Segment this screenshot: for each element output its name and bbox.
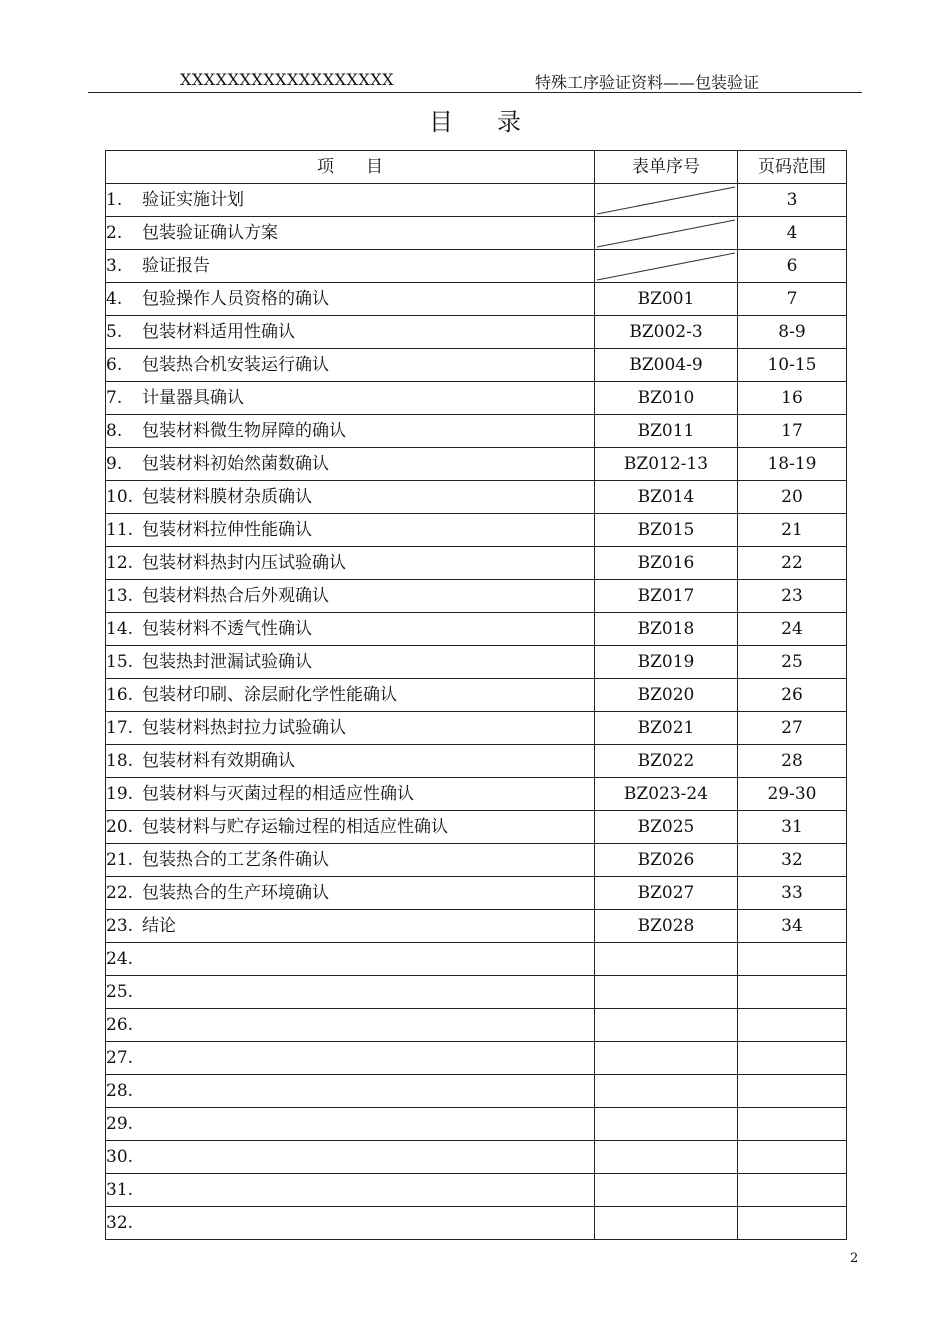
toc-form-number [595,976,738,1009]
toc-item-number: 1. [106,190,123,210]
toc-form-number: BZ014 [595,481,738,514]
toc-item-number: 11. [106,520,134,540]
toc-item-cell [106,1174,595,1207]
toc-row [106,811,847,844]
toc-item-label: 包装材料微生物屏障的确认 [142,421,346,441]
toc-form-number: BZ016 [595,547,738,580]
toc-title: 目录 [429,108,565,136]
toc-item-cell [106,547,595,580]
toc-item-label: 包装材料与贮存运输过程的相适应性确认 [142,817,448,837]
toc-page-range: 22 [738,547,847,580]
diagonal-strike [595,184,737,216]
toc-item-number: 13. [106,586,134,606]
toc-item-number: 10. [106,487,134,507]
toc-item-number: 21. [106,850,134,870]
toc-form-number: BZ022 [595,745,738,778]
toc-item-label: 计量器具确认 [142,388,244,408]
toc-item-cell [106,646,595,679]
toc-page-range [738,1075,847,1108]
toc-form-number [595,943,738,976]
toc-item-cell [106,283,595,316]
toc-form-number: BZ011 [595,415,738,448]
toc-item-cell [106,943,595,976]
toc-form-number: BZ026 [595,844,738,877]
toc-item-number: 27. [106,1048,134,1068]
diagonal-line [597,220,735,247]
diagonal-strike [595,217,737,249]
toc-page-range: 18-19 [738,448,847,481]
toc-item-label: 包装验证确认方案 [142,223,278,243]
toc-item-cell [106,580,595,613]
toc-page-range: 31 [738,811,847,844]
toc-item-cell [106,415,595,448]
toc-item-cell [106,844,595,877]
toc-row [106,910,847,943]
toc-item-label: 包验操作人员资格的确认 [142,289,329,309]
toc-form-number: BZ015 [595,514,738,547]
toc-item-cell [106,250,595,283]
toc-form-number [595,1108,738,1141]
toc-item-cell [106,217,595,250]
toc-item-label: 包装材料膜材杂质确认 [142,487,312,507]
toc-item-label: 包装材料不透气性确认 [142,619,312,639]
toc-form-number: BZ017 [595,580,738,613]
toc-form-number [595,1174,738,1207]
toc-row [106,481,847,514]
toc-item-number: 18. [106,751,134,771]
toc-row [106,943,847,976]
toc-header-row [106,151,847,184]
toc-row [106,1141,847,1174]
toc-form-number: BZ027 [595,877,738,910]
toc-form-number [595,1207,738,1240]
toc-form-number: BZ004-9 [595,349,738,382]
toc-row [106,1207,847,1240]
diagonal-line [597,253,735,280]
toc-item-label: 包装材料热封内压试验确认 [142,553,346,573]
toc-page-range: 6 [738,250,847,283]
toc-page-range [738,1042,847,1075]
diagonal-strike [595,250,737,282]
toc-item-number: 12. [106,553,134,573]
toc-item-cell [106,448,595,481]
toc-item-number: 31. [106,1180,134,1200]
toc-row [106,679,847,712]
toc-row [106,613,847,646]
toc-row [106,349,847,382]
toc-page-range: 32 [738,844,847,877]
toc-item-number: 28. [106,1081,134,1101]
toc-row [106,1174,847,1207]
toc-page-range: 27 [738,712,847,745]
toc-item-number: 25. [106,982,134,1002]
toc-item-cell [106,613,595,646]
toc-row [106,547,847,580]
toc-form-number: BZ020 [595,679,738,712]
toc-row [106,580,847,613]
toc-item-cell [106,514,595,547]
toc-row [106,745,847,778]
toc-row [106,1075,847,1108]
toc-page-range [738,1141,847,1174]
toc-item-label: 验证报告 [142,256,210,276]
header-company: XXXXXXXXXXXXXXXXXX [180,70,395,89]
toc-page-range: 25 [738,646,847,679]
toc-page-range: 20 [738,481,847,514]
toc-form-number [595,1141,738,1174]
toc-page-range: 17 [738,415,847,448]
col-header-pages: 页码范围 [738,151,847,184]
toc-item-number: 9. [106,454,123,474]
toc-item-cell [106,1207,595,1240]
toc-form-number-na [595,184,738,217]
toc-page-range: 33 [738,877,847,910]
toc-row [106,1108,847,1141]
toc-row [106,712,847,745]
toc-row [106,283,847,316]
toc-table [105,150,847,1240]
toc-item-number: 14. [106,619,134,639]
toc-item-number: 17. [106,718,134,738]
toc-item-number: 3. [106,256,123,276]
toc-form-number: BZ023-24 [595,778,738,811]
toc-item-label: 包装材料热合后外观确认 [142,586,329,606]
toc-form-number: BZ028 [595,910,738,943]
toc-form-number: BZ021 [595,712,738,745]
toc-item-cell [106,910,595,943]
toc-item-cell [106,349,595,382]
toc-item-cell [106,712,595,745]
toc-item-label: 包装材印刷、涂层耐化学性能确认 [142,685,397,705]
toc-page-range: 23 [738,580,847,613]
toc-row [106,877,847,910]
toc-row [106,316,847,349]
toc-item-cell [106,1108,595,1141]
toc-form-number: BZ001 [595,283,738,316]
toc-form-number [595,1075,738,1108]
toc-form-number: BZ010 [595,382,738,415]
toc-form-number [595,1042,738,1075]
col-header-form-no: 表单序号 [595,151,738,184]
toc-row [106,778,847,811]
toc-item-cell [106,382,595,415]
toc-page-range: 26 [738,679,847,712]
toc-item-number: 20. [106,817,134,837]
toc-item-cell [106,778,595,811]
diagonal-line [597,187,735,214]
toc-row [106,448,847,481]
toc-form-number: BZ025 [595,811,738,844]
toc-item-label: 包装材料拉伸性能确认 [142,520,312,540]
toc-item-cell [106,481,595,514]
toc-form-number: BZ018 [595,613,738,646]
toc-item-cell [106,811,595,844]
toc-item-cell [106,1075,595,1108]
toc-item-cell [106,877,595,910]
toc-item-cell [106,1141,595,1174]
toc-page-range [738,943,847,976]
toc-item-cell [106,316,595,349]
toc-page-range: 16 [738,382,847,415]
toc-item-label: 包装热合的生产环境确认 [142,883,329,903]
toc-item-number: 8. [106,421,123,441]
toc-item-cell [106,184,595,217]
toc-page-range [738,1174,847,1207]
toc-page-range [738,1207,847,1240]
toc-item-number: 19. [106,784,134,804]
toc-item-cell [106,745,595,778]
toc-row [106,184,847,217]
toc-item-label: 包装热合机安装运行确认 [142,355,329,375]
toc-item-number: 24. [106,949,134,969]
toc-form-number [595,1009,738,1042]
toc-item-label: 包装热封泄漏试验确认 [142,652,312,672]
toc-page-range: 7 [738,283,847,316]
toc-item-label: 包装材料适用性确认 [142,322,295,342]
toc-item-cell [106,679,595,712]
toc-page-range: 29-30 [738,778,847,811]
toc-item-number: 5. [106,322,123,342]
toc-page-range: 4 [738,217,847,250]
toc-item-number: 26. [106,1015,134,1035]
toc-row [106,217,847,250]
toc-item-label: 包装材料与灭菌过程的相适应性确认 [142,784,414,804]
toc-row [106,1042,847,1075]
toc-form-number: BZ002-3 [595,316,738,349]
toc-item-number: 30. [106,1147,134,1167]
toc-item-number: 2. [106,223,123,243]
toc-body [106,184,847,1240]
toc-page-range [738,976,847,1009]
toc-item-number: 23. [106,916,134,936]
toc-row [106,844,847,877]
toc-item-number: 16. [106,685,134,705]
toc-item-number: 29. [106,1114,134,1134]
toc-page-range: 24 [738,613,847,646]
toc-page-range: 21 [738,514,847,547]
toc-item-label: 包装材料热封拉力试验确认 [142,718,346,738]
toc-page-range: 28 [738,745,847,778]
toc-item-number: 22. [106,883,134,903]
toc-item-label: 验证实施计划 [142,190,244,210]
toc-item-label: 包装材料有效期确认 [142,751,295,771]
toc-form-number-na [595,250,738,283]
toc-item-label: 结论 [142,916,176,936]
toc-form-number-na [595,217,738,250]
header-document-title: 特殊工序验证资料——包装验证 [535,73,760,92]
col-header-item: 项目 [106,151,595,184]
toc-row [106,976,847,1009]
toc-page-range: 8-9 [738,316,847,349]
toc-item-label: 包装热合的工艺条件确认 [142,850,329,870]
toc-row [106,415,847,448]
toc-page-range [738,1009,847,1042]
toc-form-number: BZ012-13 [595,448,738,481]
page-number: 2 [850,1251,859,1266]
toc-item-number: 6. [106,355,123,375]
toc-page-range: 3 [738,184,847,217]
toc-item-number: 15. [106,652,134,672]
toc-row [106,646,847,679]
toc-row [106,250,847,283]
toc-form-number: BZ019 [595,646,738,679]
toc-item-number: 7. [106,388,123,408]
toc-row [106,382,847,415]
toc-page-range: 10-15 [738,349,847,382]
toc-page-range: 34 [738,910,847,943]
toc-item-number: 32. [106,1213,134,1233]
toc-item-number: 4. [106,289,123,309]
toc-item-cell [106,1042,595,1075]
toc-page-range [738,1108,847,1141]
toc-row [106,514,847,547]
toc-item-label: 包装材料初始然菌数确认 [142,454,329,474]
toc-row [106,1009,847,1042]
toc-item-cell [106,1009,595,1042]
toc-item-cell [106,976,595,1009]
page-header [88,68,862,93]
